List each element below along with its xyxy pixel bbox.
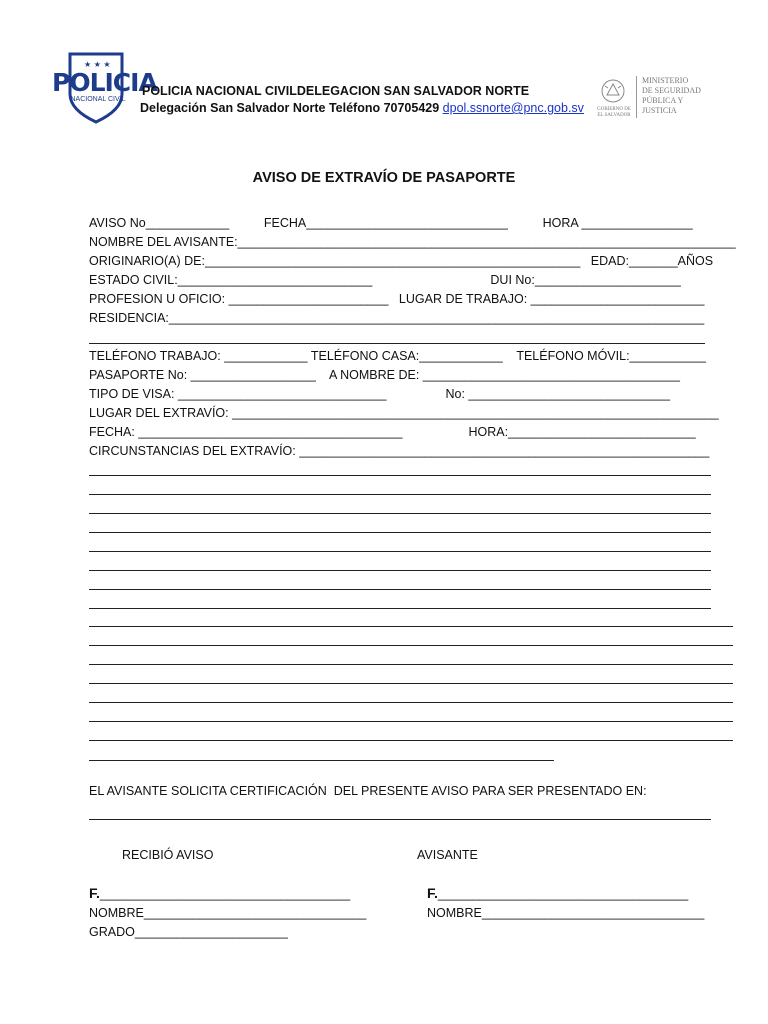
writing-line bbox=[89, 740, 733, 741]
writing-line bbox=[89, 589, 711, 590]
grado-blank: ______________________ bbox=[134, 925, 288, 939]
police-logo-subtext: NACIONAL CIVIL bbox=[70, 96, 126, 103]
field-profesion-lugar-trabajo: PROFESION U OFICIO: _______________________ LUGAR DE TRABAJO: _________________________ bbox=[89, 292, 705, 306]
writing-line bbox=[89, 532, 711, 533]
nombre-label: NOMBRE bbox=[427, 906, 482, 920]
writing-line bbox=[89, 513, 711, 514]
writing-line bbox=[89, 608, 711, 609]
field-aviso-fecha-hora: AVISO No____________ FECHA_____________________________ HORA ________________ bbox=[89, 216, 693, 230]
received-name-field bbox=[89, 905, 366, 921]
writing-line bbox=[89, 645, 733, 646]
signature-prefix: F. bbox=[427, 885, 438, 901]
writing-line bbox=[89, 475, 711, 476]
government-seal-icon bbox=[600, 78, 626, 104]
field-originario-edad: ORIGINARIO(A) DE:______________________________________________________ EDAD:_______AÑOS bbox=[89, 254, 714, 268]
writing-line bbox=[89, 494, 711, 495]
writing-line bbox=[89, 702, 733, 703]
informant-label: AVISANTE bbox=[417, 848, 478, 862]
police-logo-text: POLICIA bbox=[52, 68, 157, 97]
certification-destination-line bbox=[89, 819, 711, 820]
writing-line bbox=[89, 683, 733, 684]
seal-caption: GOBIERNO DE EL SALVADOR bbox=[597, 107, 631, 118]
received-signature-line bbox=[89, 885, 350, 902]
field-estado-civil-dui: ESTADO CIVIL:____________________________ DUI No:_____________________ bbox=[89, 273, 681, 287]
nombre-blank: ________________________________ bbox=[481, 906, 705, 920]
residencia-continuation-line bbox=[89, 343, 705, 344]
ministry-line: MINISTERIO bbox=[642, 76, 689, 85]
email-link[interactable]: dpol.ssnorte@pnc.gob.sv bbox=[442, 101, 584, 115]
writing-line bbox=[89, 551, 711, 552]
header-contact-text: Delegación San Salvador Norte Teléfono 70705429 bbox=[140, 101, 443, 115]
field-tipo-visa: TIPO DE VISA: ______________________________ No: _____________________________ bbox=[89, 387, 671, 401]
writing-line bbox=[89, 570, 711, 571]
ministry-line: JUSTICIA bbox=[642, 106, 677, 115]
ministry-line: PÚBLICA Y bbox=[642, 96, 684, 105]
header-institution: POLICIA NACIONAL CIVILDELEGACION SAN SALVADOR NORTE bbox=[142, 84, 530, 98]
header-contact bbox=[140, 101, 584, 115]
nombre-label: NOMBRE bbox=[89, 906, 144, 920]
nombre-blank: ________________________________ bbox=[143, 906, 367, 920]
informant-name-field bbox=[427, 905, 704, 921]
signature-blank: ____________________________________ bbox=[437, 887, 689, 901]
received-rank-field bbox=[89, 924, 288, 940]
received-label: RECIBIÓ AVISO bbox=[122, 848, 214, 862]
document-title: AVISO DE EXTRAVÍO DE PASAPORTE bbox=[252, 170, 516, 186]
signature-blank: ____________________________________ bbox=[99, 887, 351, 901]
field-pasaporte: PASAPORTE No: __________________ A NOMBRE DE: _____________________________________ bbox=[89, 368, 680, 382]
field-residencia: RESIDENCIA:_____________________________________________________________________________ bbox=[89, 311, 705, 325]
field-circunstancias: CIRCUNSTANCIAS DEL EXTRAVÍO: ___________________________________________________________ bbox=[89, 444, 710, 458]
ministry-line: DE SEGURIDAD bbox=[642, 86, 701, 95]
svg-text:★ ★ ★: ★ ★ ★ bbox=[84, 60, 111, 69]
signature-prefix: F. bbox=[89, 885, 100, 901]
writing-line bbox=[89, 626, 733, 627]
field-lugar-extravio: LUGAR DEL EXTRAVÍO: ______________________________________________________________________ bbox=[89, 406, 719, 420]
writing-line bbox=[89, 760, 554, 761]
field-fecha-hora-extravio: FECHA: ______________________________________ HORA:___________________________ bbox=[89, 425, 696, 439]
header-divider bbox=[636, 76, 637, 118]
writing-line bbox=[89, 721, 733, 722]
field-telefonos: TELÉFONO TRABAJO: ____________ TELÉFONO CASA:____________ TELÉFONO MÓVIL:___________ bbox=[89, 349, 707, 363]
writing-line bbox=[89, 664, 733, 665]
certification-request: EL AVISANTE SOLICITA CERTIFICACIÓN DEL PRESENTE AVISO PARA SER PRESENTADO EN: bbox=[89, 784, 647, 798]
field-nombre-avisante: NOMBRE DEL AVISANTE:________________________________________________________________________ bbox=[89, 235, 736, 249]
informant-signature-line bbox=[427, 885, 688, 902]
ministry-name bbox=[642, 76, 701, 116]
grado-label: GRADO bbox=[89, 925, 135, 939]
